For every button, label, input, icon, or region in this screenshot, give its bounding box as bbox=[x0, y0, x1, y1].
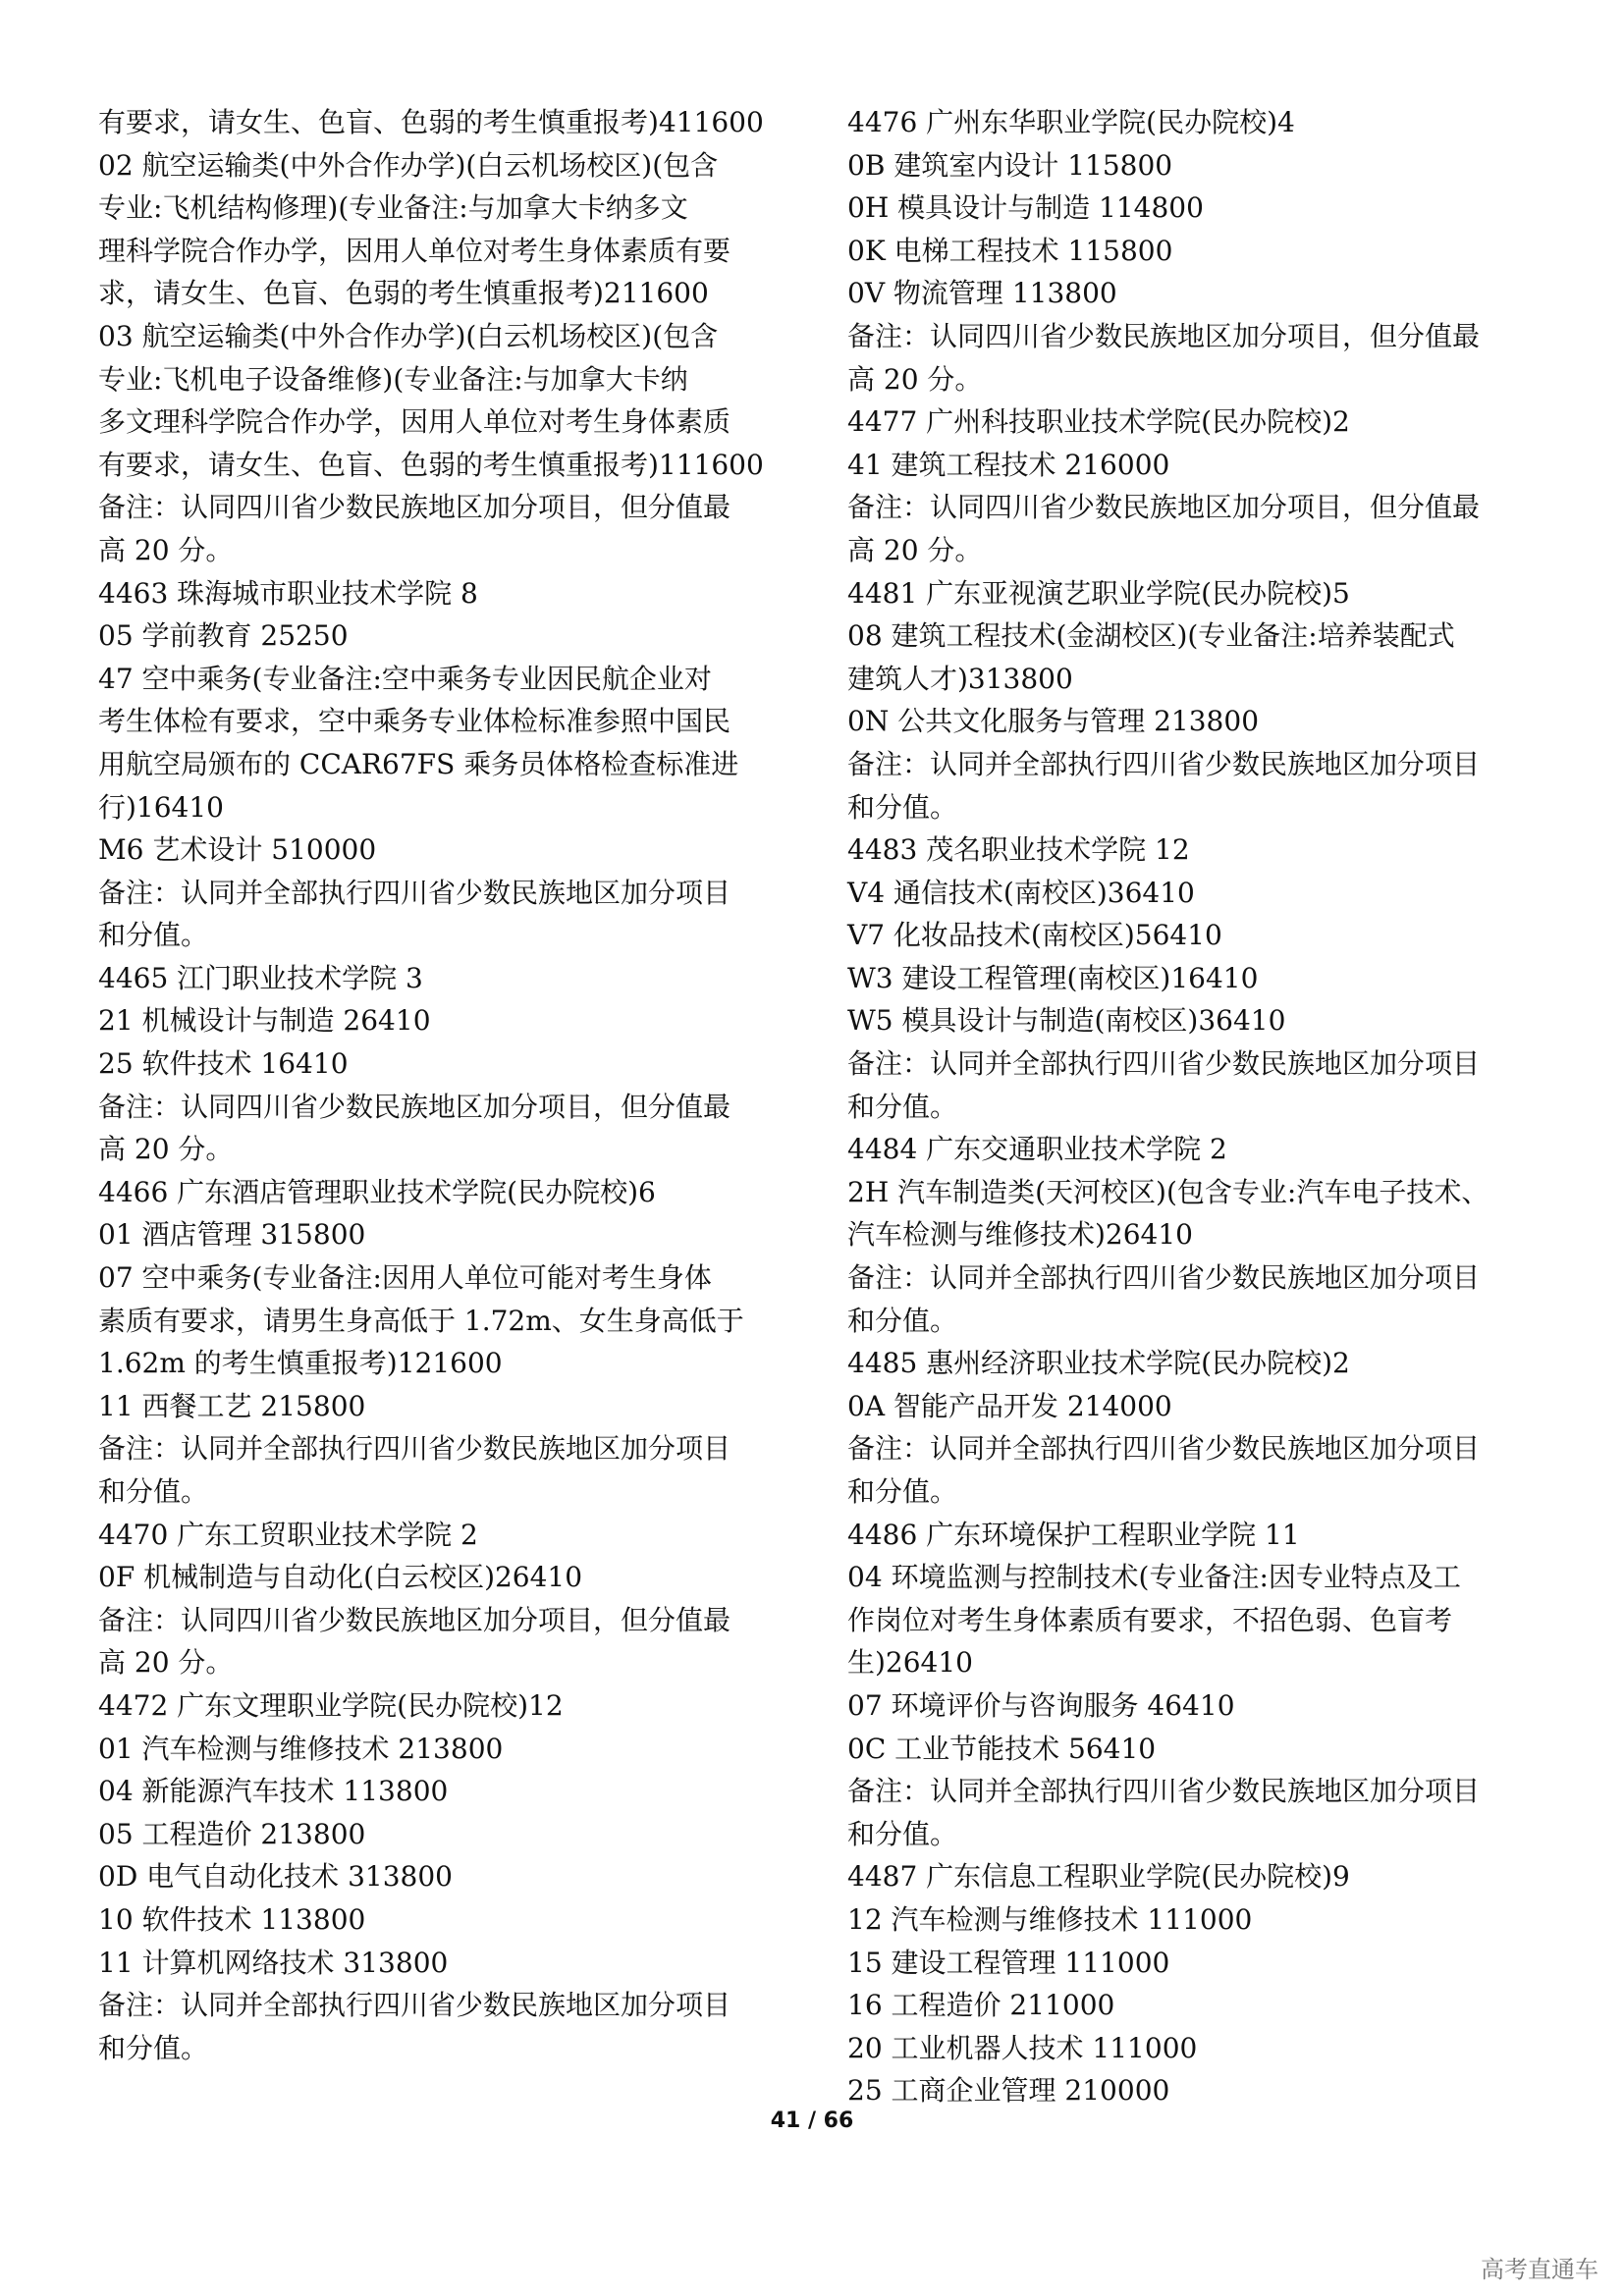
text-line: 4483 茂名职业技术学院 12 bbox=[847, 833, 1190, 867]
text-line: 高 20 分。 bbox=[847, 362, 983, 396]
text-line: 4477 广州科技职业技术学院(民办院校)2 bbox=[847, 405, 1350, 439]
text-line: 作岗位对考生身体素质有要求，不招色弱、色盲考 bbox=[847, 1603, 1453, 1636]
text-line: 4487 广东信息工程职业学院(民办院校)9 bbox=[847, 1860, 1350, 1894]
text-line: V4 通信技术(南校区)36410 bbox=[847, 876, 1195, 909]
text-line: 03 航空运输类(中外合作办学)(白云机场校区)(包含 bbox=[98, 319, 719, 352]
left-column bbox=[98, 101, 805, 2069]
text-line: 备注：认同并全部执行四川省少数民族地区加分项目 bbox=[98, 1432, 731, 1466]
text-line: 16 工程造价 211000 bbox=[847, 1989, 1115, 2022]
text-line: 4465 江门职业技术学院 3 bbox=[98, 961, 423, 994]
text-line: 41 建筑工程技术 216000 bbox=[847, 448, 1170, 481]
text-line: 高 20 分。 bbox=[98, 1646, 234, 1680]
text-line: 01 酒店管理 315800 bbox=[98, 1218, 366, 1252]
text-line: 4472 广东文理职业学院(民办院校)12 bbox=[98, 1688, 564, 1722]
text-line: 有要求，请女生、色盲、色弱的考生慎重报考)111600 bbox=[98, 448, 764, 481]
page-number: 41 / 66 bbox=[770, 2109, 854, 2133]
text-line: W5 模具设计与制造(南校区)36410 bbox=[847, 1004, 1286, 1038]
text-line: 备注：认同并全部执行四川省少数民族地区加分项目 bbox=[847, 1261, 1481, 1295]
text-line: 汽车检测与维修技术)26410 bbox=[847, 1218, 1193, 1252]
text-line: 4463 珠海城市职业技术学院 8 bbox=[98, 576, 478, 610]
text-line: 用航空局颁布的 CCAR67FS 乘务员体格检查标准进 bbox=[98, 747, 739, 780]
text-line: 备注：认同四川省少数民族地区加分项目，但分值最 bbox=[847, 491, 1481, 524]
text-line: 4481 广东亚视演艺职业学院(民办院校)5 bbox=[847, 576, 1350, 610]
right-column bbox=[847, 101, 1554, 2112]
text-line: 02 航空运输类(中外合作办学)(白云机场校区)(包含 bbox=[98, 148, 719, 182]
text-line: 和分值。 bbox=[847, 1475, 958, 1508]
text-line: V7 化妆品技术(南校区)56410 bbox=[847, 919, 1222, 952]
text-line: 4476 广州东华职业学院(民办院校)4 bbox=[847, 106, 1295, 138]
text-line: 0K 电梯工程技术 115800 bbox=[847, 234, 1173, 267]
text-line: 4466 广东酒店管理职业技术学院(民办院校)6 bbox=[98, 1175, 656, 1208]
text-line: 行)16410 bbox=[98, 790, 224, 824]
watermark-text: 高考直通车 bbox=[1481, 2256, 1598, 2283]
text-line: 04 环境监测与控制技术(专业备注:因专业特点及工 bbox=[847, 1561, 1461, 1594]
text-line: 11 西餐工艺 215800 bbox=[98, 1389, 366, 1422]
text-line: 和分值。 bbox=[98, 2031, 209, 2064]
text-line: 高 20 分。 bbox=[98, 533, 234, 566]
text-line: 和分值。 bbox=[98, 1475, 209, 1508]
text-line: 0F 机械制造与自动化(白云校区)26410 bbox=[98, 1561, 583, 1594]
text-line: 07 环境评价与咨询服务 46410 bbox=[847, 1688, 1235, 1722]
text-line: 4470 广东工贸职业技术学院 2 bbox=[98, 1518, 478, 1551]
text-line: 0H 模具设计与制造 114800 bbox=[847, 191, 1204, 225]
text-line: 有要求，请女生、色盲、色弱的考生慎重报考)411600 bbox=[98, 106, 764, 138]
text-line: 备注：认同并全部执行四川省少数民族地区加分项目 bbox=[98, 1989, 731, 2022]
text-line: 备注：认同四川省少数民族地区加分项目，但分值最 bbox=[98, 491, 731, 524]
text-line: 25 工商企业管理 210000 bbox=[847, 2074, 1170, 2108]
text-line: 和分值。 bbox=[98, 919, 209, 952]
text-line: W3 建设工程管理(南校区)16410 bbox=[847, 961, 1259, 994]
text-line: 0V 物流管理 113800 bbox=[847, 277, 1117, 310]
text-line: 和分值。 bbox=[847, 1817, 958, 1850]
text-line: 备注：认同并全部执行四川省少数民族地区加分项目 bbox=[847, 1047, 1481, 1081]
text-line: 20 工业机器人技术 111000 bbox=[847, 2031, 1198, 2064]
text-line: 4486 广东环境保护工程职业学院 11 bbox=[847, 1518, 1300, 1551]
text-line: 4484 广东交通职业技术学院 2 bbox=[847, 1133, 1227, 1166]
text-line: 25 软件技术 16410 bbox=[98, 1047, 349, 1081]
text-line: 素质有要求，请男生身高低于 1.72m、女生身高低于 bbox=[98, 1304, 744, 1337]
text-line: 备注：认同并全部执行四川省少数民族地区加分项目 bbox=[847, 1775, 1481, 1808]
text-line: 0C 工业节能技术 56410 bbox=[847, 1732, 1157, 1765]
text-line: 和分值。 bbox=[847, 790, 958, 824]
text-line: 多文理科学院合作办学，因用人单位对考生身体素质 bbox=[98, 405, 731, 439]
text-line: 11 计算机网络技术 313800 bbox=[98, 1946, 449, 1979]
text-line: 建筑人才)313800 bbox=[847, 662, 1073, 695]
text-line: 和分值。 bbox=[847, 1304, 958, 1337]
text-line: 0B 建筑室内设计 115800 bbox=[847, 148, 1173, 182]
text-line: 和分值。 bbox=[847, 1090, 958, 1123]
text-line: 05 学前教育 25250 bbox=[98, 619, 349, 653]
text-line: 备注：认同四川省少数民族地区加分项目，但分值最 bbox=[98, 1603, 731, 1636]
text-line: 高 20 分。 bbox=[847, 533, 983, 566]
text-line: 2H 汽车制造类(天河校区)(包含专业:汽车电子技术、 bbox=[847, 1175, 1489, 1208]
text-line: 12 汽车检测与维修技术 111000 bbox=[847, 1902, 1253, 1936]
text-line: 备注：认同并全部执行四川省少数民族地区加分项目 bbox=[98, 876, 731, 909]
text-line: 05 工程造价 213800 bbox=[98, 1817, 366, 1850]
text-line: 10 软件技术 113800 bbox=[98, 1902, 366, 1936]
text-line: 考生体检有要求，空中乘务专业体检标准参照中国民 bbox=[98, 705, 731, 738]
text-line: 15 建设工程管理 111000 bbox=[847, 1946, 1170, 1979]
text-line: 0A 智能产品开发 214000 bbox=[847, 1389, 1172, 1422]
text-line: 0D 电气自动化技术 313800 bbox=[98, 1860, 453, 1894]
text-line: 07 空中乘务(专业备注:因用人单位可能对考生身体 bbox=[98, 1261, 712, 1295]
text-line: 高 20 分。 bbox=[98, 1133, 234, 1166]
text-line: M6 艺术设计 510000 bbox=[98, 833, 377, 867]
text-line: 专业:飞机结构修理)(专业备注:与加拿大卡纳多文 bbox=[98, 191, 688, 225]
text-line: 0N 公共文化服务与管理 213800 bbox=[847, 705, 1260, 738]
text-line: 备注：认同四川省少数民族地区加分项目，但分值最 bbox=[847, 319, 1481, 352]
text-line: 专业:飞机电子设备维修)(专业备注:与加拿大卡纳 bbox=[98, 362, 688, 396]
text-line: 04 新能源汽车技术 113800 bbox=[98, 1775, 449, 1808]
text-line: 理科学院合作办学，因用人单位对考生身体素质有要 bbox=[98, 234, 731, 267]
text-line: 47 空中乘务(专业备注:空中乘务专业因民航企业对 bbox=[98, 662, 712, 695]
text-line: 01 汽车检测与维修技术 213800 bbox=[98, 1732, 504, 1765]
text-line: 备注：认同四川省少数民族地区加分项目，但分值最 bbox=[98, 1090, 731, 1123]
text-line: 4485 惠州经济职业技术学院(民办院校)2 bbox=[847, 1347, 1350, 1380]
text-line: 备注：认同并全部执行四川省少数民族地区加分项目 bbox=[847, 747, 1481, 780]
text-line: 求，请女生、色盲、色弱的考生慎重报考)211600 bbox=[98, 277, 709, 310]
text-line: 备注：认同并全部执行四川省少数民族地区加分项目 bbox=[847, 1432, 1481, 1466]
text-line: 21 机械设计与制造 26410 bbox=[98, 1004, 431, 1038]
text-line: 08 建筑工程技术(金湖校区)(专业备注:培养装配式 bbox=[847, 619, 1455, 653]
text-line: 生)26410 bbox=[847, 1646, 973, 1680]
text-line: 1.62m 的考生慎重报考)121600 bbox=[98, 1347, 503, 1380]
